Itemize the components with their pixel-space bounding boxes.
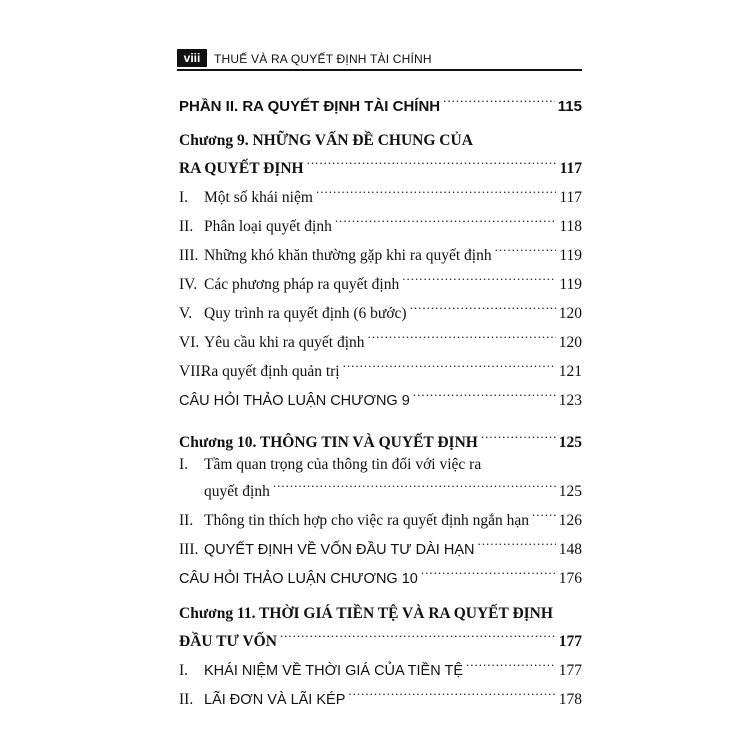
toc-item-number: VI. xyxy=(179,334,200,351)
toc-item-number: I. xyxy=(179,662,189,679)
toc-chapter-11-title-line1: Chương 11. THỜI GIÁ TIỀN TỆ VÀ RA QUYẾT ĐỊNH xyxy=(179,605,553,622)
toc-item-title: CÂU HỎI THẢO LUẬN CHƯƠNG 10 xyxy=(179,571,418,587)
toc-page-number: 120 xyxy=(558,305,582,322)
toc-item-number: II. xyxy=(179,691,194,708)
toc-page-number: 148 xyxy=(558,541,582,558)
toc-item-number: III. xyxy=(179,247,199,264)
toc-chapter-10 xyxy=(179,427,582,453)
toc-item-title: Thông tin thích hợp cho việc ra quyết định ngắn hạn xyxy=(204,512,530,529)
toc-item-title: LÃI ĐƠN VÀ LÃI KÉP xyxy=(204,692,346,708)
dot-leader xyxy=(316,182,556,202)
toc-page-number: 126 xyxy=(558,512,582,529)
toc-item-title: CÂU HỎI THẢO LUẬN CHƯƠNG 9 xyxy=(179,393,410,409)
dot-leader xyxy=(402,269,556,289)
toc-part-title: PHẦN II. RA QUYẾT ĐỊNH TÀI CHÍNH xyxy=(179,98,441,115)
toc-page-number: 117 xyxy=(559,160,582,177)
dot-leader xyxy=(477,534,555,554)
dot-leader xyxy=(413,385,556,405)
toc-item xyxy=(179,240,582,266)
toc-item xyxy=(179,684,582,710)
toc-part-2 xyxy=(179,91,582,117)
toc-item xyxy=(179,298,582,324)
dot-leader xyxy=(307,153,557,173)
dot-leader xyxy=(348,684,555,704)
dot-leader xyxy=(368,327,556,347)
toc-page-number: 115 xyxy=(557,98,582,115)
toc-item xyxy=(179,655,582,681)
toc-item xyxy=(179,356,582,382)
toc-chapter-title: Chương 10. THÔNG TIN VÀ QUYẾT ĐỊNH xyxy=(179,434,478,451)
dot-leader xyxy=(466,655,556,675)
toc-page-number: 121 xyxy=(558,363,582,380)
page-number: viii xyxy=(177,49,207,67)
toc-item xyxy=(179,182,582,208)
toc-item-number: V. xyxy=(179,305,193,322)
toc-page-number: 120 xyxy=(558,334,582,351)
toc-item-number: I. xyxy=(179,456,189,473)
dot-leader xyxy=(481,427,556,447)
toc-item-line1 xyxy=(179,455,481,475)
toc-page-number: 119 xyxy=(559,276,582,293)
toc-item-number: II. xyxy=(179,512,194,529)
toc-item xyxy=(179,211,582,237)
toc-page-number: 177 xyxy=(558,633,582,650)
toc-chapter-title-line2: RA QUYẾT ĐỊNH xyxy=(179,160,304,177)
toc-page-number: 125 xyxy=(558,483,582,500)
toc-discussion-questions xyxy=(179,385,582,411)
dot-leader xyxy=(532,505,556,525)
toc-item-title: KHÁI NIỆM VỀ THỜI GIÁ CỦA TIỀN TỆ xyxy=(204,663,463,679)
toc-chapter-title-line2: ĐẦU TƯ VỐN xyxy=(179,633,277,650)
toc-page-number: 119 xyxy=(559,247,582,264)
toc-item-title: Phân loại quyết định xyxy=(204,218,332,235)
toc-item-title: Các phương pháp ra quyết định xyxy=(204,276,400,293)
toc-item xyxy=(179,327,582,353)
toc-item-title: Ra quyết định quản trị xyxy=(201,363,340,380)
toc-item-number: II. xyxy=(179,218,194,235)
toc-item-number: I. xyxy=(179,189,189,206)
toc-chapter-11 xyxy=(179,626,582,652)
toc-chapter-9-title-line1: Chương 9. NHỮNG VẤN ĐỀ CHUNG CỦA xyxy=(179,132,473,149)
dot-leader xyxy=(343,356,556,376)
running-header xyxy=(177,49,582,71)
toc-item-number: VII. xyxy=(179,363,205,380)
toc-item-title: Yêu cầu khi ra quyết định xyxy=(204,334,365,351)
toc-item xyxy=(204,476,582,502)
toc-item-number: IV. xyxy=(179,276,198,293)
dot-leader xyxy=(280,626,556,646)
toc-item xyxy=(179,505,582,531)
toc-page-number: 178 xyxy=(558,691,582,708)
dot-leader xyxy=(410,298,556,318)
toc-page-number: 176 xyxy=(558,570,582,587)
toc-discussion-questions xyxy=(179,563,582,589)
toc-item-title-line1: Tầm quan trọng của thông tin đối với việc ra xyxy=(204,456,482,473)
toc-page-number: 177 xyxy=(558,662,582,679)
dot-leader xyxy=(421,563,556,583)
toc-page-number: 125 xyxy=(558,434,582,451)
toc-item-title: Những khó khăn thường gặp khi ra quyết định xyxy=(204,247,492,264)
dot-leader xyxy=(335,211,556,231)
toc-chapter-9 xyxy=(179,153,582,179)
toc-item xyxy=(179,269,582,295)
book-title: THUẾ VÀ RA QUYẾT ĐỊNH TÀI CHÍNH xyxy=(214,52,432,66)
toc-item-number: III. xyxy=(179,541,199,558)
dot-leader xyxy=(443,91,555,111)
toc-page-number: 117 xyxy=(559,189,582,206)
toc-page-number: 123 xyxy=(558,392,582,409)
dot-leader xyxy=(273,476,556,496)
toc-item-title: Một số khái niệm xyxy=(204,189,313,206)
toc-item-title: QUYẾT ĐỊNH VỀ VỐN ĐẦU TƯ DÀI HẠN xyxy=(204,542,475,558)
toc-item-title-line2: quyết định xyxy=(204,483,270,500)
dot-leader xyxy=(495,240,557,260)
toc-item xyxy=(179,534,582,560)
toc-item-title: Quy trình ra quyết định (6 bước) xyxy=(204,305,407,322)
toc-page-number: 118 xyxy=(559,218,582,235)
